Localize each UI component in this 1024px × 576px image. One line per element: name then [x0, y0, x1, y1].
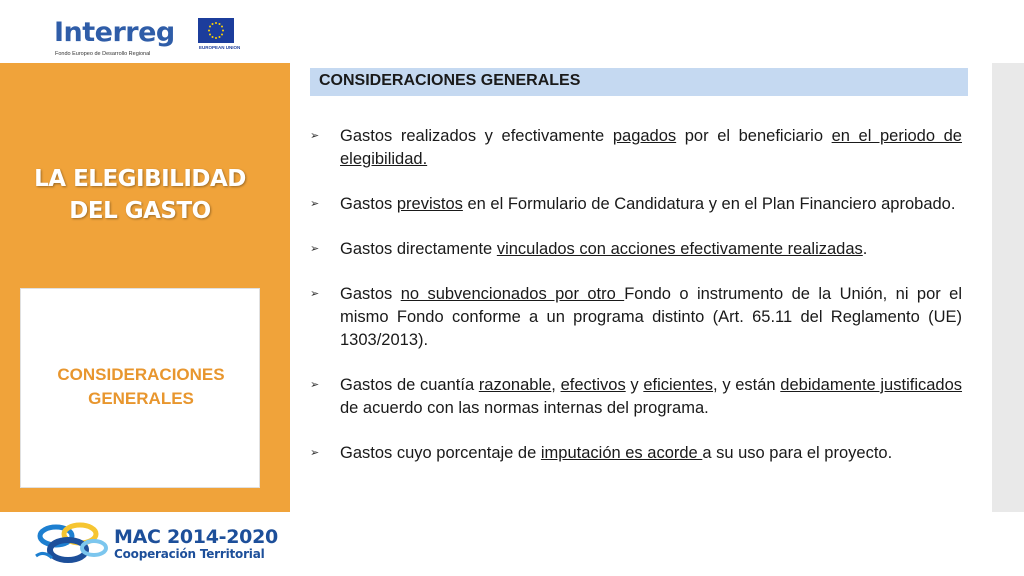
- bullet-item: [310, 283, 962, 352]
- interreg-wordmark: Interreg: [54, 17, 175, 48]
- sidebar-title-line2: DEL GASTO: [69, 198, 211, 224]
- bullet-text: Gastos de cuantía: [340, 376, 479, 394]
- sidebar-section-label-line1: CONSIDERACIONES: [57, 365, 225, 384]
- interreg-logo: [54, 16, 244, 62]
- eu-flag-icon: [198, 18, 234, 43]
- sidebar-section-label-line2: GENERALES: [88, 389, 194, 408]
- bullet-arrow-icon: ➢: [310, 243, 320, 255]
- underlined-text: previstos: [396, 195, 463, 213]
- underlined-text: vinculados con acciones efectivamente realizadas: [496, 240, 863, 258]
- bullet-item: [310, 374, 962, 420]
- underlined-text: no subvencionados por otro: [400, 285, 625, 303]
- bullet-item: [310, 125, 962, 171]
- sidebar-section-box[interactable]: [20, 288, 260, 488]
- bullet-arrow-icon: ➢: [310, 130, 320, 142]
- bullet-text: Gastos directamente: [340, 240, 497, 258]
- mac-logo: [34, 522, 284, 570]
- underlined-text: en el periodo de elegibilidad.: [340, 127, 962, 168]
- sidebar-title-line1: LA ELEGIBILIDAD: [34, 166, 246, 192]
- bullet-item: [310, 442, 962, 465]
- sidebar-section-label: [21, 363, 261, 411]
- bullet-text: .: [862, 240, 868, 258]
- underlined-text: pagados: [612, 127, 677, 145]
- bullet-arrow-icon: ➢: [310, 288, 320, 300]
- bullet-arrow-icon: ➢: [310, 447, 320, 459]
- bullet-item: [310, 238, 962, 261]
- bullet-text: , y están: [713, 376, 781, 394]
- section-header-label: CONSIDERACIONES GENERALES: [319, 72, 581, 89]
- sidebar-panel: [0, 63, 290, 512]
- section-header: [310, 68, 968, 96]
- interreg-subtitle: Fondo Europeo de Desarrollo Regional: [55, 51, 151, 57]
- underlined-text: eficientes: [643, 376, 714, 394]
- bullet-text: Gastos: [340, 195, 397, 213]
- eu-label: EUROPEAN UNION: [199, 45, 241, 50]
- bullet-item: [310, 193, 962, 216]
- bullet-list: [310, 125, 962, 487]
- underlined-text: imputación es acorde: [540, 444, 703, 462]
- underlined-text: debidamente justificados: [780, 376, 963, 394]
- bullet-text: Gastos: [340, 285, 401, 303]
- bullet-text: Gastos cuyo porcentaje de: [340, 444, 541, 462]
- underlined-text: efectivos: [560, 376, 626, 394]
- bullet-arrow-icon: ➢: [310, 198, 320, 210]
- sidebar-title: [0, 163, 280, 227]
- bullet-text: de acuerdo con las normas internas del programa.: [340, 399, 709, 417]
- bullet-text: y: [625, 376, 644, 394]
- bullet-text: a su uso para el proyecto.: [702, 444, 893, 462]
- bullet-text: por el beneficiario: [676, 127, 832, 145]
- right-scroll-strip: [992, 63, 1024, 512]
- bullet-text: Fondo o instrumento de la Unión, ni por el mismo Fondo conforme a un programa distinto (Art. 65.11 del Reglamento (UE) 1303/2013).: [340, 285, 962, 349]
- mac-rings-icon: [34, 522, 112, 568]
- mac-title: MAC 2014-2020: [114, 526, 278, 548]
- bullet-text: Gastos realizados y efectivamente: [340, 127, 613, 145]
- bullet-text: ,: [551, 376, 561, 394]
- bullet-arrow-icon: ➢: [310, 379, 320, 391]
- underlined-text: razonable: [478, 376, 552, 394]
- bullet-text: en el Formulario de Candidatura y en el Plan Financiero aprobado.: [462, 195, 956, 213]
- mac-subtitle: Cooperación Territorial: [114, 547, 265, 561]
